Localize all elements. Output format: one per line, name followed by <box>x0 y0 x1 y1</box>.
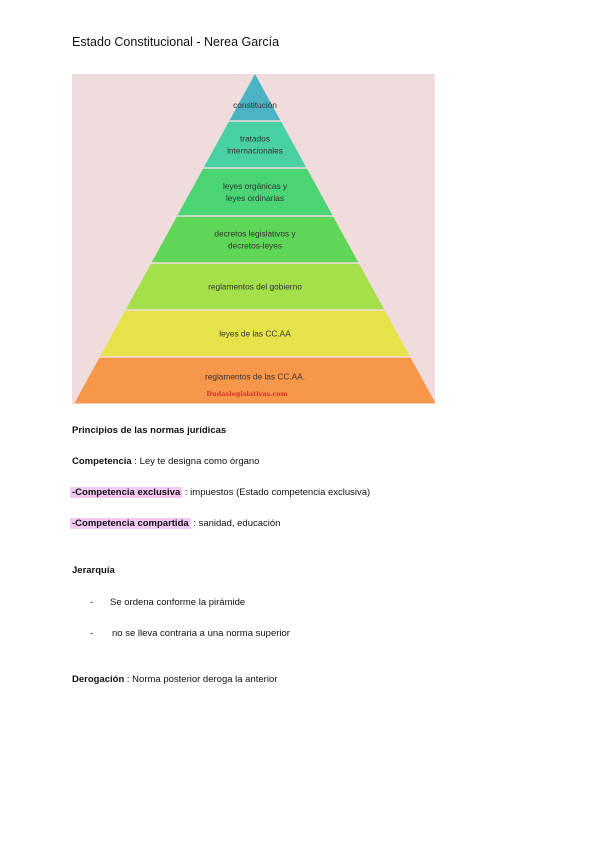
competencia-exclusiva-label: -Competencia exclusiva <box>72 487 181 498</box>
derogacion-label: Derogación <box>72 674 125 685</box>
competencia-compartida-label: -Competencia compartida <box>72 518 189 529</box>
watermark-text: Dudaslegislativas.com <box>206 390 288 398</box>
pyramid-tier-4 <box>152 217 359 263</box>
hierarchy-pyramid-figure <box>72 74 435 404</box>
competencia-exclusiva-text: : impuestos (Estado competencia exclusiva) <box>182 487 371 498</box>
pyramid-tier-label: tratados <box>240 133 270 144</box>
jerarquia-item-text: Se ordena conforme la pirámide <box>110 597 246 608</box>
pyramid-tier-label: reglamentos de las CC.AA. <box>204 371 306 382</box>
competencia-label: Competencia <box>72 456 132 467</box>
competencia-exclusiva-line <box>70 487 370 498</box>
pyramid-tier-label: internacionales <box>227 145 283 156</box>
pyramid-tier-3 <box>178 169 333 216</box>
pyramid-tier-1 <box>230 74 281 120</box>
pyramid-tier-2 <box>204 122 306 168</box>
pyramid-tier-label: leyes orgánicas y <box>222 181 288 191</box>
competencia-compartida-line <box>70 518 280 529</box>
competencia-text: : Ley te designa como órgano <box>131 456 260 467</box>
document-header: Estado Constitucional - Nerea García <box>72 35 280 49</box>
jerarquia-title: Jerarquía <box>72 565 115 576</box>
bullet-dash: - <box>90 628 94 639</box>
pyramid-tier-label: reglamentos del gobierno <box>208 281 302 292</box>
derogacion-line <box>72 674 277 685</box>
pyramid-tier-label: constitución <box>233 100 277 111</box>
competencia-line <box>72 456 259 467</box>
pyramid-diagram <box>72 74 435 404</box>
pyramid-tier-label: decretos-leyes <box>228 240 282 251</box>
pyramid-tier-label: leyes de las CC.AA <box>219 328 291 339</box>
derogacion-text: : Norma posterior deroga la anterior <box>124 674 278 685</box>
bullet-dash: - <box>90 597 94 608</box>
jerarquia-item-1 <box>90 597 245 608</box>
pyramid-tier-label: leyes ordinarias <box>225 193 285 203</box>
competencia-compartida-text: : sanidad, educación <box>190 518 281 529</box>
section-title: Principios de las normas jurídicas <box>72 425 227 436</box>
jerarquia-item-text: no se lleva contraria a una norma superior <box>112 628 290 639</box>
pyramid-tier-label: decretos legislativos y <box>214 228 296 239</box>
jerarquia-item-2 <box>90 628 290 639</box>
